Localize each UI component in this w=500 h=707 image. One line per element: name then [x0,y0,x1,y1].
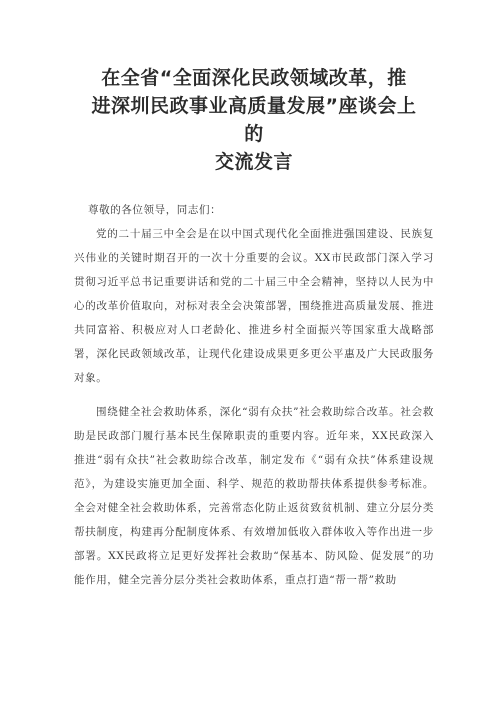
salutation: 尊敬的各位领导，同志们： [88,204,222,216]
paragraph-1: 党的二十届三中全会是在以中国式现代化全面推进强国建设、民族复兴伟业的关键时期召开的一次十分重要的会议。XX市民政部门深入学习贯彻习近平总书记重要讲话和党的二十届三中全会精神，坚持以人民为中心的改革价值取向，对标对表全会决策部署，围绕推进高质量发展、推进共同富裕、积极应对人口老龄化、推进乡村全面振兴等国家重大战略部署，深化民政领域改革，让现代化建设成果更多更公平惠及广大民政服务对象。 [74,228,434,384]
document-title [74,64,434,176]
title-line-2: 进深圳民政事业高质量发展”座谈会上的 [91,95,417,145]
document-body [74,198,434,592]
title-line-3: 交流发言 [214,151,293,173]
title-line-1: 在全省“全面深化民政领域改革，推 [101,67,407,89]
paragraph-2: 围绕健全社会救助体系，深化“弱有众扶”社会救助综合改革。社会救助是民政部门履行基本民生保障职责的重要内容。近年来，XX民政深入推进“弱有众扶”社会救助综合改革，制定发布《“弱有众扶”体系建设规范》，为建设实施更加全面、科学、规范的救助帮扶体系提供参考标准。全会对健全社会救助体系，完善常态化防止返贫致贫机制、建立分层分类帮扶制度，构建再分配制度体系、有效增加低收入群体收入等作出进一步部署。XX民政将立足更好发挥社会救助“保基本、防风险、促发展”的功能作用，健全完善分层分类社会救助体系，重点打造“帮一帮”救助 [74,406,435,586]
